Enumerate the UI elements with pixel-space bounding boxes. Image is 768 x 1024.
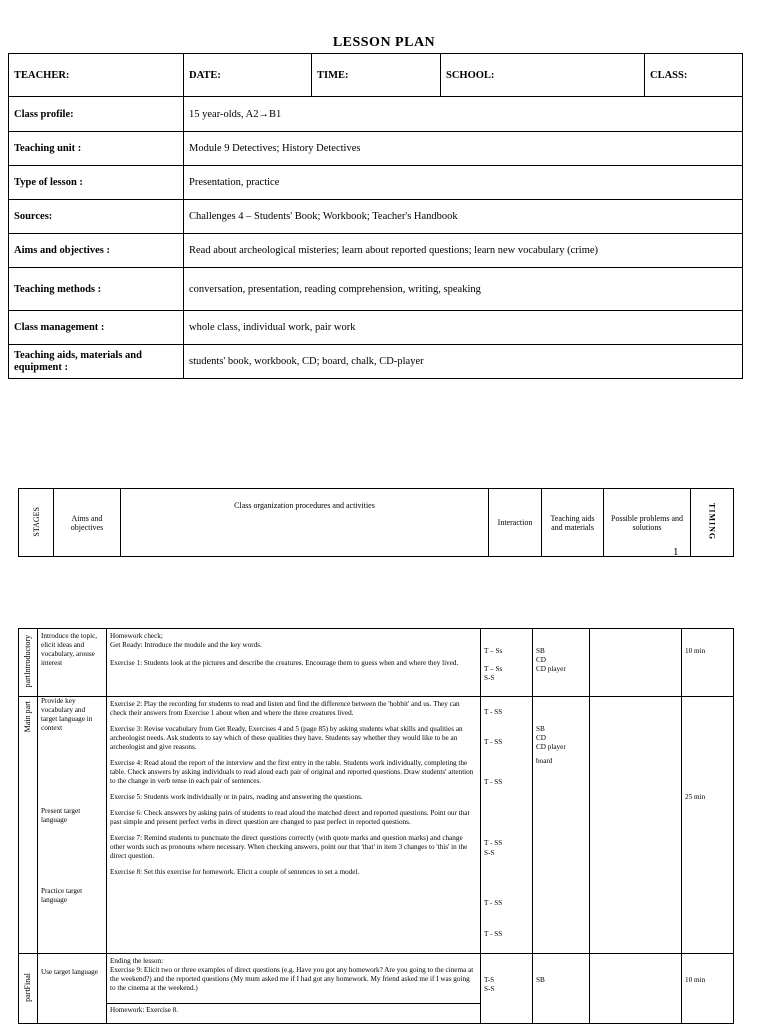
info-row (9, 345, 743, 379)
stage-header-row (19, 489, 734, 557)
info-value: students' book, workbook, CD; board, chalk, CD-player (184, 345, 743, 379)
intro-timing: 10 min (682, 629, 734, 697)
page-number: 1 (673, 546, 679, 558)
final-row (19, 954, 734, 1024)
info-value: whole class, individual work, pair work (184, 311, 743, 345)
intro-aims: Introduce the topic, elicit ideas and vocabulary, arouse interest (38, 629, 107, 697)
final-stage-cell: partFinal (19, 954, 38, 1024)
main-procedures: Exercise 2: Play the recording for students to read and listen and find the difference between the 'hobbit' and us. They can check their answers from Exercise 1 about when and where the three creatures lived. Exercise 3: Revise vocabulary from Get Ready, Exercises 4 and 5 (page 85) by asking students what skills and qualities an archeologist needs. Ask students to say which of these qualities they have. Students say whether they would like to be an archeologist and give reasons. Exercise 4: Read aloud the report of the interview and the first entry in the table. Students work individually, completing the table. Check answers by asking individuals to read aloud each pair of original and reported questions. Draw students' attention to the change in verb tense in each pair of sentences. Exercise 5: Students work individually or in pairs, reading and answering the questions. Exercise 6: Check answers by asking pairs of students to read aloud the matched direct and reported questions. Point our that past simple and present perfect verbs in direct question are changed to past perfect in reported questions. Exercise 7: Remind students to punctuate the direct questions correctly (with quote marks and question marks) and change other words such as pronouns where necessary. When checking answers, point our that 'that' in item 3 changes to 'this' in the direct question. Exercise 8: Set this exercise for homework. Elicit a couple of sentences to set a model. (107, 697, 481, 954)
intro-procedures: Homework check; Get Ready: Introduce the module and the key words. Exercise 1: Students look at the pictures and describe the creatures. Encourage them to guess when and where they lived. (107, 629, 481, 697)
procedures-header: Class organization procedures and activities (121, 489, 489, 557)
main-problems (590, 697, 682, 954)
info-label: Teaching aids, materials and equipment : (9, 345, 184, 379)
info-value: Module 9 Detectives; History Detectives (184, 132, 743, 166)
info-label: Class profile: (9, 97, 184, 132)
stage-header-table (18, 488, 734, 557)
header-row (9, 54, 743, 97)
time-cell: TIME: (312, 54, 441, 97)
info-row (9, 311, 743, 345)
main-aims: Provide key vocabulary and target language in context Present target language Practice target language (38, 697, 107, 954)
info-value: Challenges 4 – Students' Book; Workbook; Teacher's Handbook (184, 200, 743, 234)
final-aids: SB (533, 954, 590, 1024)
final-aims: Use target language (38, 954, 107, 1024)
date-cell: DATE: (184, 54, 312, 97)
intro-interaction: T – Ss T – Ss S-S (481, 629, 533, 697)
problems-header: Possible problems and solutions (604, 489, 691, 557)
info-row (9, 200, 743, 234)
teacher-cell: TEACHER: (9, 54, 184, 97)
main-interaction: T - SS T - SS T - SS T - SS S-S T - SS T - SS (481, 697, 533, 954)
info-value: 15 year-olds, A2→B1 (184, 97, 743, 132)
info-row (9, 132, 743, 166)
intro-problems (590, 629, 682, 697)
stages-header: STAGES (19, 489, 54, 557)
final-timing: 10 min (682, 954, 734, 1024)
info-row (9, 97, 743, 132)
info-label: Teaching methods : (9, 268, 184, 311)
info-label: Type of lesson : (9, 166, 184, 200)
class-cell: CLASS: (645, 54, 743, 97)
timing-header: TIMING (691, 489, 734, 557)
page-title: LESSON PLAN (332, 35, 436, 50)
info-row (9, 234, 743, 268)
info-row (9, 268, 743, 311)
intro-aids: SB CD CD player (533, 629, 590, 697)
info-label: Teaching unit : (9, 132, 184, 166)
info-label: Sources: (9, 200, 184, 234)
main-timing: 25 min (682, 697, 734, 954)
final-interaction: T-S S-S (481, 954, 533, 1024)
info-value: Read about archeological misteries; learn about reported questions; learn new vocabulary (crime) (184, 234, 743, 268)
main-row (19, 697, 734, 954)
school-cell: SCHOOL: (441, 54, 645, 97)
final-procedures: Ending the lesson: Exercise 9: Elicit two or three examples of direct questions (e.g. Have you got any homework? Are you going to the cinema at the weekend?) and the reported questions (My mum asked me if I had got any homework. My friend asked me if I was going to the cinema at the weekend.) Homework: Exercise 8. (107, 954, 481, 1024)
info-label: Class management : (9, 311, 184, 345)
main-stage-cell: Main part (19, 697, 38, 954)
interaction-header: Interaction (489, 489, 542, 557)
final-problems (590, 954, 682, 1024)
intro-row (19, 629, 734, 697)
aims-header: Aims and objectives (54, 489, 121, 557)
info-value: conversation, presentation, reading comprehension, writing, speaking (184, 268, 743, 311)
info-value: Presentation, practice (184, 166, 743, 200)
main-aids: SB CD CD player board (533, 697, 590, 954)
aids-header: Teaching aids and materials (542, 489, 604, 557)
lesson-info-table (8, 53, 743, 379)
lesson-stages-table (18, 628, 734, 1024)
info-label: Aims and objectives : (9, 234, 184, 268)
info-row (9, 166, 743, 200)
intro-stage-cell: partIntroductory (19, 629, 38, 697)
